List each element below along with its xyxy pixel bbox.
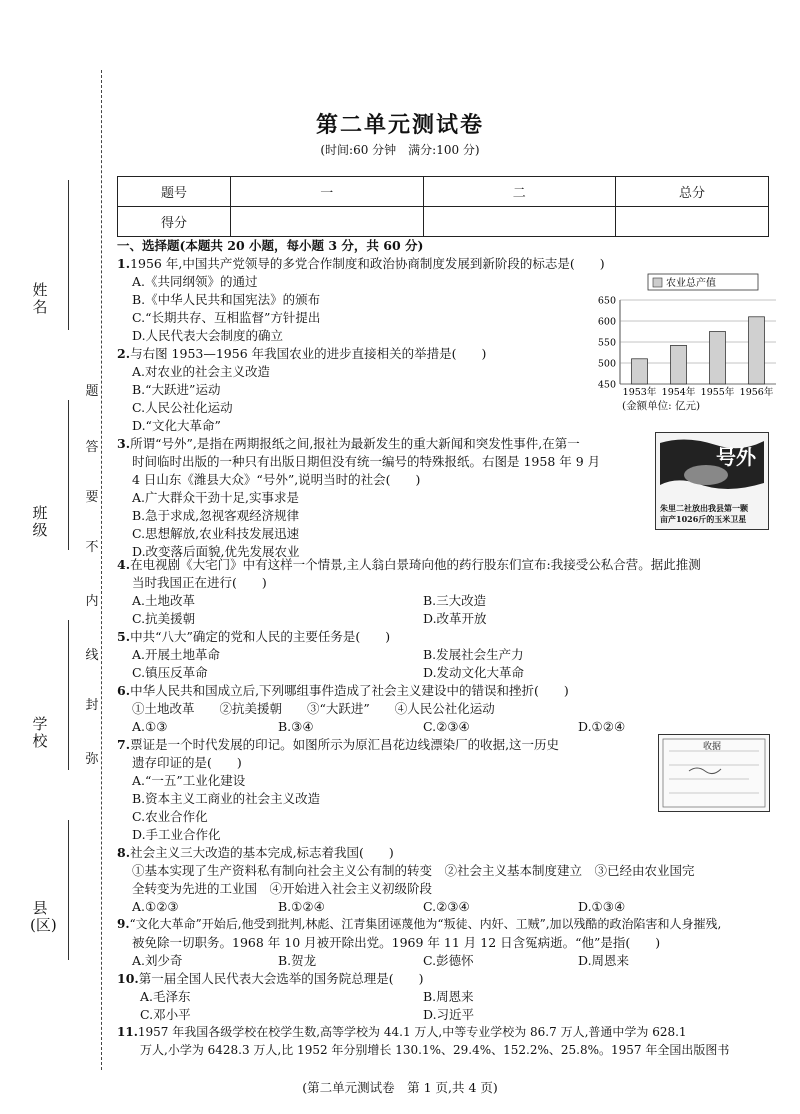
class-label: 班级 xyxy=(32,504,48,539)
score-row-label: 得分 xyxy=(118,207,231,237)
receipt-caption: 收据 xyxy=(703,742,722,752)
question-text-line: 4 日山东《潍县大众》“号外”,说明当时的社会( ) xyxy=(132,472,421,487)
agri-output-chart xyxy=(590,272,780,412)
option[interactable]: A.“一五”工业化建设 xyxy=(132,773,246,788)
question-3: 3.所谓“号外”,是指在两期报纸之间,报社为最新发生的重大新闻和突发性事件,在第一 xyxy=(117,436,580,451)
option[interactable]: A.①②③ xyxy=(132,899,179,914)
option[interactable]: B.①②④ xyxy=(278,899,325,914)
score-header-cell: 总分 xyxy=(616,177,769,207)
option[interactable]: B.“大跃进”运动 xyxy=(132,382,221,397)
option[interactable]: D.习近平 xyxy=(423,1007,475,1022)
chart-bar xyxy=(632,359,648,384)
question-text-line: 全转变为先进的工业国 ④开始进入社会主义初级阶段 xyxy=(132,881,433,896)
chart-y-tick-label: 600 xyxy=(597,316,616,328)
question-8: 8.社会主义三大改造的基本完成,标志着我国( ) xyxy=(117,845,394,860)
option[interactable]: B.资本主义工商业的社会主义改造 xyxy=(132,791,321,806)
newspaper-banner: 号外 xyxy=(716,445,756,469)
option[interactable]: C.彭德怀 xyxy=(423,953,474,968)
section-heading: 一、选择题(本题共 20 小题，每小题 3 分，共 60 分) xyxy=(117,238,424,253)
seal-char: 内 xyxy=(84,590,100,609)
option[interactable]: B.③④ xyxy=(278,719,314,734)
question-9: 9.“文化大革命”开始后,他受到批判,林彪、江青集团诬蔑他为“叛徒、内奸、工贼”,加以残酷的政治陷害和人身摧残, xyxy=(117,917,722,931)
option[interactable]: D.“文化大革命” xyxy=(132,418,221,433)
option[interactable]: B.《中华人民共和国宪法》的颁布 xyxy=(132,292,321,307)
question-text-line: ①基本实现了生产资料私有制向社会主义公有制的转变 ②社会主义基本制度建立 ③已经由农业国完 xyxy=(132,863,695,878)
question-2: 2.与右图 1953—1956 年我国农业的进步直接相关的举措是( ) xyxy=(117,346,487,361)
question-text-line: 当时我国正在进行( ) xyxy=(132,575,267,590)
chart-x-tick-label: 1956年 xyxy=(739,387,774,398)
option[interactable]: A.广大群众干劲十足,实事求是 xyxy=(132,490,299,505)
chart-unit-note: (金额单位: 亿元) xyxy=(622,400,701,412)
question-text-line: 遗存印证的是( ) xyxy=(132,755,242,770)
page-title: 第二单元测试卷 xyxy=(315,112,484,138)
seal-char: 封 xyxy=(84,694,100,713)
option[interactable]: C.人民公社化运动 xyxy=(132,400,233,415)
page-footer: (第二单元测试卷 第 1 页,共 4 页) xyxy=(302,1080,498,1095)
question-11: 11.1957 年我国各级学校在校学生数,高等学校为 44.1 万人,中等专业学校为 86.7 万人,普通中学为 628.1 xyxy=(117,1025,687,1039)
option[interactable]: A.对农业的社会主义改造 xyxy=(132,364,271,379)
option[interactable]: D.人民代表大会制度的确立 xyxy=(132,328,284,343)
option[interactable]: C.镇压反革命 xyxy=(132,665,208,680)
score-header-cell: 二 xyxy=(423,177,616,207)
option[interactable]: A.①③ xyxy=(132,719,168,734)
option[interactable]: D.周恩来 xyxy=(578,953,630,968)
district-label: 县(区) xyxy=(30,899,57,934)
option[interactable]: B.三大改造 xyxy=(423,593,487,608)
question-10: 10.第一届全国人民代表大会选举的国务院总理是( ) xyxy=(117,971,424,986)
score-cell[interactable] xyxy=(616,207,769,237)
score-header-cell: 题号 xyxy=(118,177,231,207)
option[interactable]: A.《共同纲领》的通过 xyxy=(132,274,258,289)
question-4: 4.在电视剧《大宅门》中有这样一个情景,主人翁白景琦向他的药行股东们宣布:我接受公私合营。据此推测 xyxy=(117,557,701,572)
option[interactable]: D.改革开放 xyxy=(423,611,487,626)
chart-x-tick-label: 1953年 xyxy=(622,387,657,398)
option[interactable]: C.“长期共存、互相监督”方针提出 xyxy=(132,310,321,325)
question-text-line: 时间临时出版的一种只有出版日期但没有统一编号的特殊报纸。右图是 1958 年 9 月 xyxy=(132,454,601,469)
school-label: 学校 xyxy=(32,715,48,750)
option[interactable]: D.手工业合作化 xyxy=(132,827,221,842)
question-text-line: 被免除一切职务。1968 年 10 月被开除出党。1969 年 11 月 12 日含冤病逝。“他”是指( ) xyxy=(132,935,661,950)
question-5: 5.中共“八大”确定的党和人民的主要任务是( ) xyxy=(117,629,391,644)
page-subtitle: (时间:60 分钟 满分:100 分) xyxy=(320,143,480,157)
newspaper-image xyxy=(655,432,769,530)
question-6: 6.中华人民共和国成立后,下列哪组事件造成了社会主义建设中的错误和挫折( ) xyxy=(117,683,569,698)
district-line[interactable] xyxy=(68,820,69,960)
option[interactable]: D.①②④ xyxy=(578,719,626,734)
option[interactable]: A.土地改革 xyxy=(132,593,196,608)
option[interactable]: B.贺龙 xyxy=(278,953,317,968)
question-text-line: ①土地改革 ②抗美援朝 ③“大跃进” ④人民公社化运动 xyxy=(132,701,495,716)
chart-bar xyxy=(749,317,765,384)
question-7: 7.票证是一个时代发展的印记。如图所示为原汇昌花边线漂染厂的收据,这一历史 xyxy=(117,737,560,752)
seal-char: 线 xyxy=(84,644,100,663)
option[interactable]: C.抗美援朝 xyxy=(132,611,196,626)
chart-legend-label: 农业总产值 xyxy=(666,278,716,289)
score-cell[interactable] xyxy=(231,207,424,237)
seal-char: 答 xyxy=(84,436,100,455)
option[interactable]: A.毛泽东 xyxy=(140,989,191,1004)
chart-bar xyxy=(710,332,726,385)
chart-legend-swatch xyxy=(653,278,662,287)
score-cell[interactable] xyxy=(423,207,616,237)
option[interactable]: A.刘少奇 xyxy=(132,953,183,968)
chart-y-tick-label: 500 xyxy=(597,358,616,370)
receipt-image xyxy=(658,734,770,812)
option[interactable]: B.发展社会生产力 xyxy=(423,647,524,662)
seal-char: 不 xyxy=(84,536,100,555)
seal-dashed-line xyxy=(101,70,102,1070)
seal-char: 题 xyxy=(84,380,100,399)
question-text-line: 万人,小学为 6428.3 万人,比 1952 年分别增长 130.1%、29.4%、152.2%、25.8%。1957 年全国出版图书 xyxy=(140,1043,730,1057)
option[interactable]: D.改变落后面貌,优先发展农业 xyxy=(132,544,300,559)
school-line[interactable] xyxy=(68,620,69,770)
seal-char: 弥 xyxy=(84,748,100,767)
option[interactable]: B.急于求成,忽视客观经济规律 xyxy=(132,508,300,523)
chart-y-tick-label: 450 xyxy=(597,379,616,391)
score-table xyxy=(117,176,769,237)
question-1: 1.1956 年,中国共产党领导的多党合作制度和政治协商制度发展到新阶段的标志是( ) xyxy=(117,256,605,271)
option[interactable]: D.①③④ xyxy=(578,899,626,914)
seal-char: 要 xyxy=(84,486,100,505)
chart-x-tick-label: 1955年 xyxy=(700,387,735,398)
chart-y-tick-label: 550 xyxy=(597,337,616,349)
option[interactable]: C.②③④ xyxy=(423,719,470,734)
name-line[interactable] xyxy=(68,180,69,330)
score-header-cell: 一 xyxy=(231,177,424,207)
option[interactable]: C.邓小平 xyxy=(140,1007,191,1022)
option[interactable]: C.思想解放,农业科技发展迅速 xyxy=(132,526,300,541)
option[interactable]: B.周恩来 xyxy=(423,989,474,1004)
name-label: 姓名 xyxy=(32,281,48,316)
chart-y-tick-label: 650 xyxy=(597,295,616,307)
option[interactable]: C.农业合作化 xyxy=(132,809,208,824)
option[interactable]: C.②③④ xyxy=(423,899,470,914)
chart-bar xyxy=(671,345,687,384)
class-line[interactable] xyxy=(68,400,69,550)
chart-x-tick-label: 1954年 xyxy=(661,387,696,398)
option[interactable]: D.发动文化大革命 xyxy=(423,665,525,680)
option[interactable]: A.开展土地革命 xyxy=(132,647,221,662)
newspaper-caption: 朱里二社放出我县第一颗 亩产1026斤的玉米卫星 xyxy=(660,503,764,524)
